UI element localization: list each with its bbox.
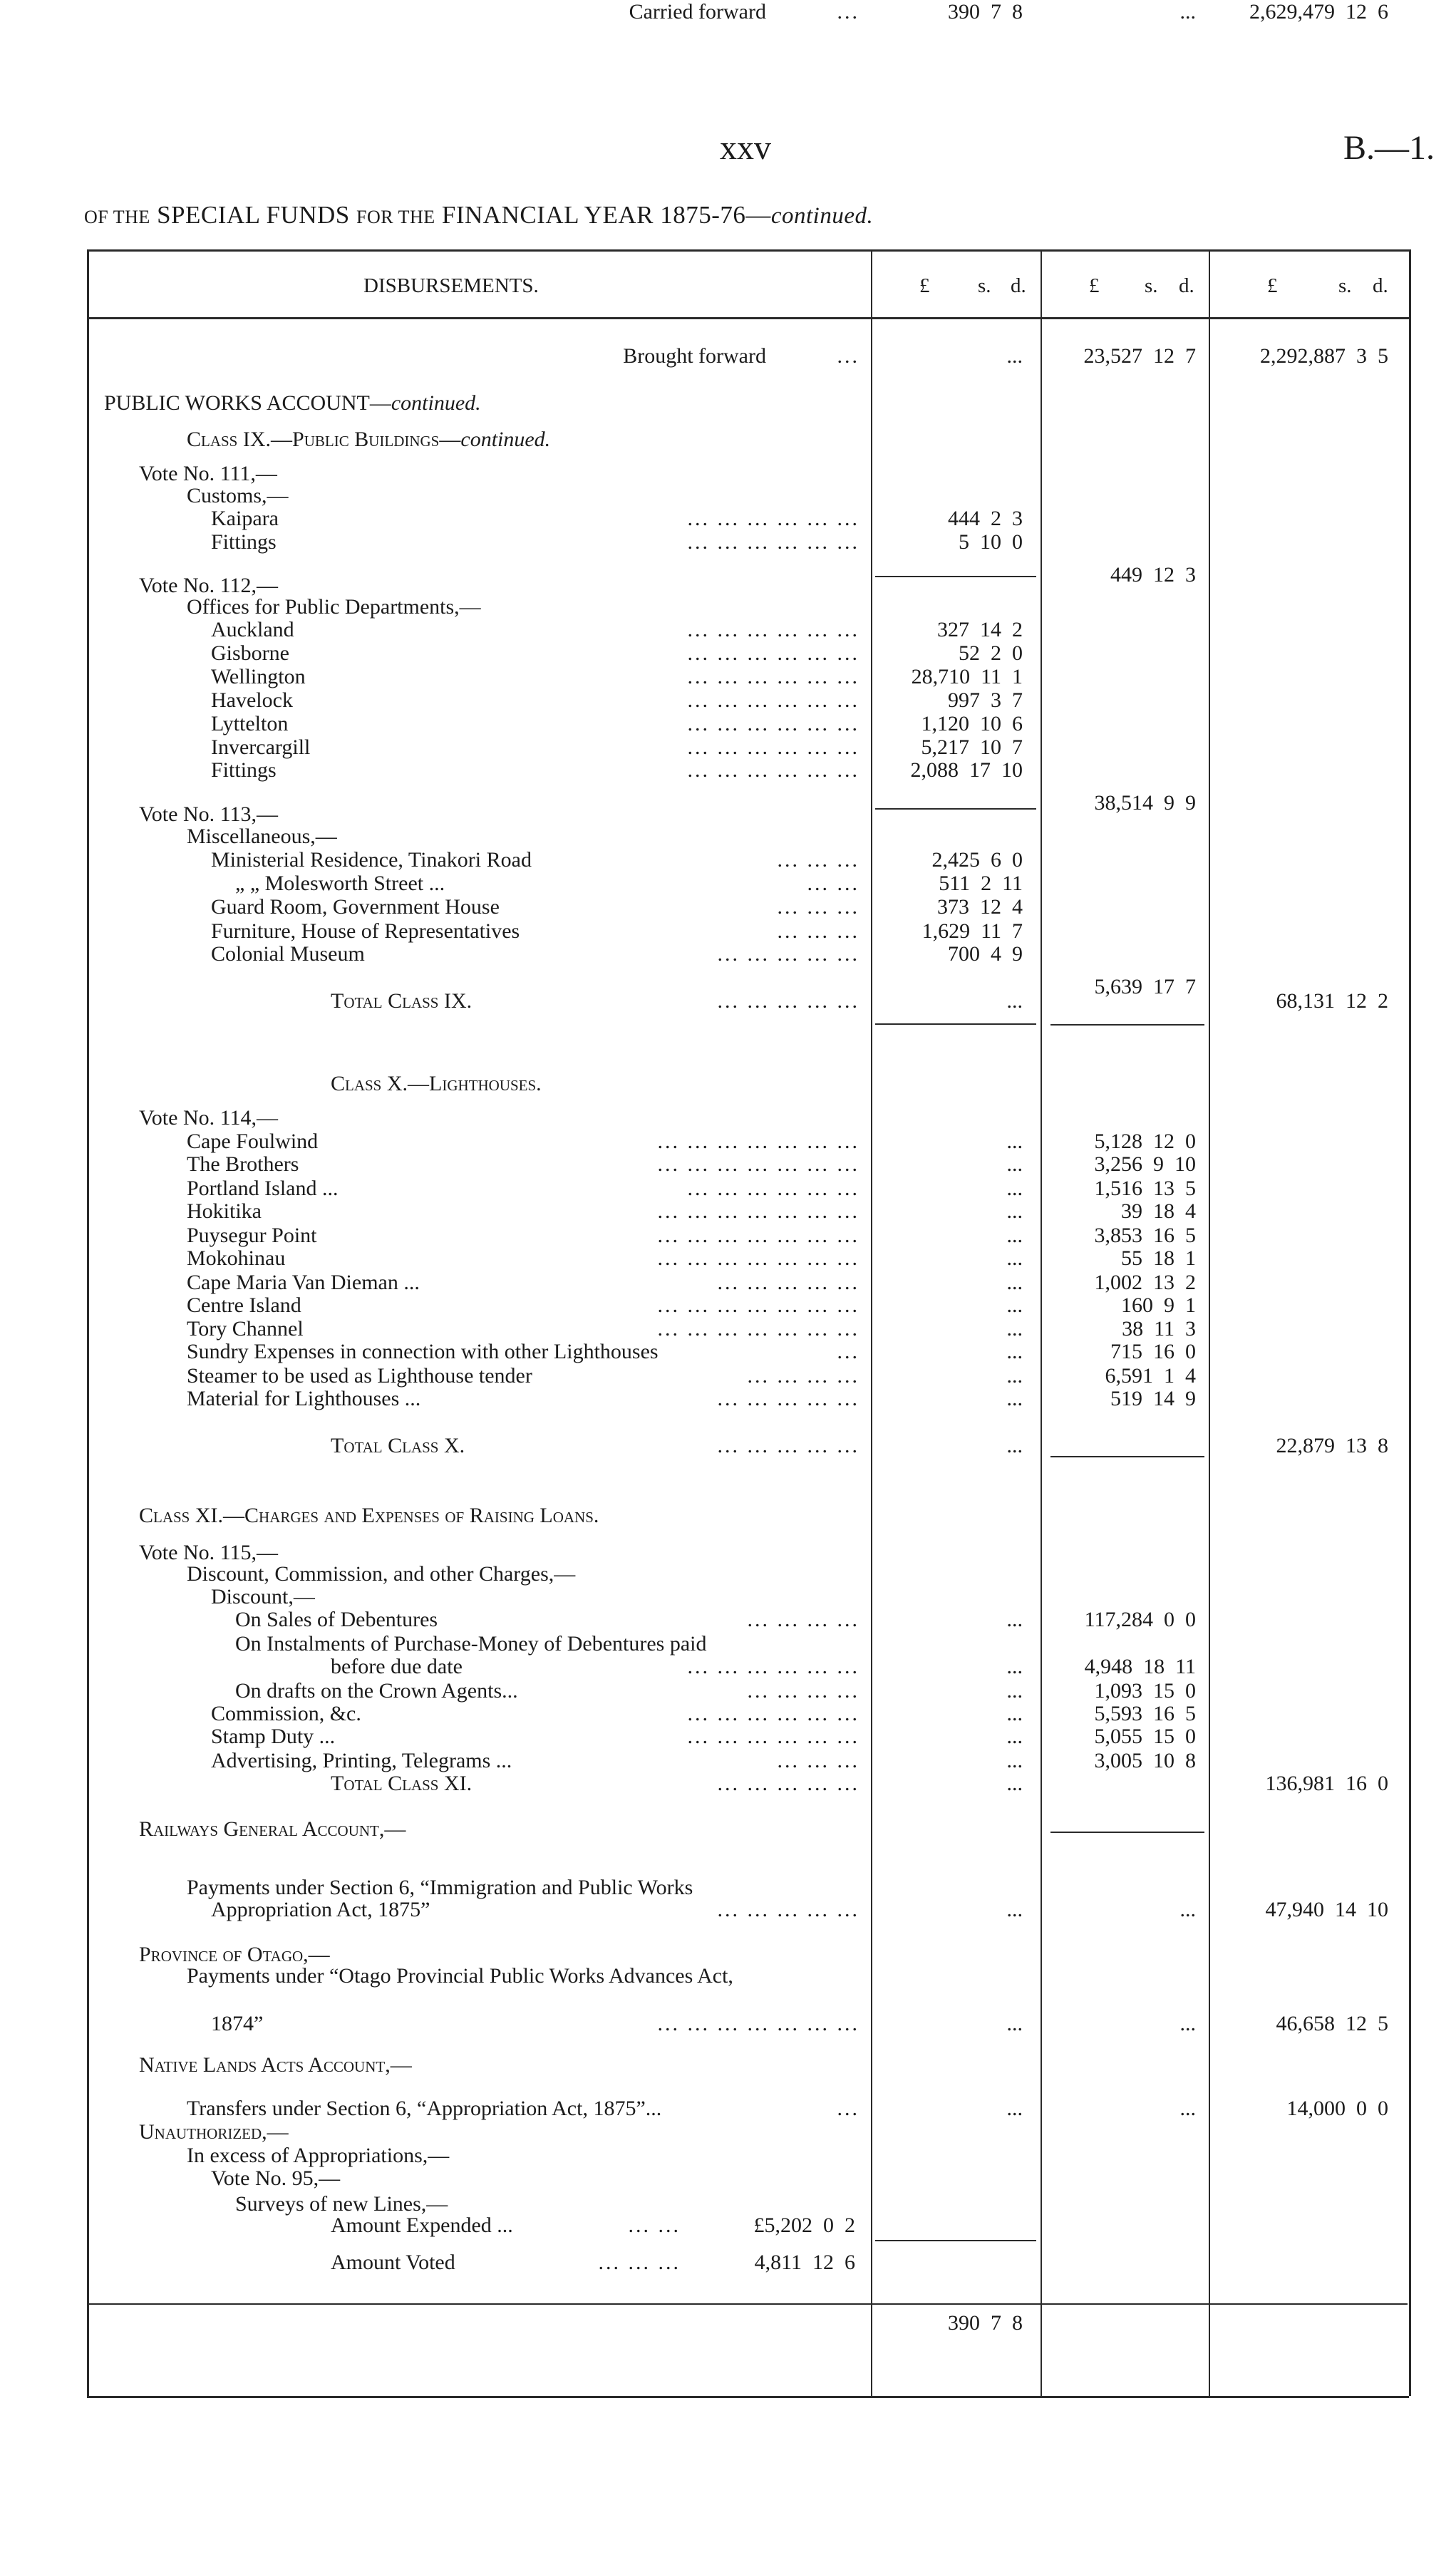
leader-dots: ... ... ... ... ... ... [687, 1702, 859, 1725]
line-label [211, 1898, 430, 1922]
line-label [211, 507, 279, 531]
line-label-text: Gisborne [211, 641, 289, 665]
line-label [139, 2120, 289, 2144]
line-label-text: Amount Expended ... [331, 2214, 513, 2237]
line-label [139, 2053, 412, 2077]
amount-col-3: 68,131 12 2 [1276, 989, 1388, 1013]
line-label-text: Total Class X. [331, 1434, 465, 1457]
line-label-text: In excess of Appropriations,— [187, 2144, 450, 2167]
leader-dots: ... ... ... ... ... ... [687, 735, 859, 759]
line-label [187, 1177, 338, 1201]
line-label-text: Appropriation Act, 1875” [211, 1898, 430, 1921]
line-label-text: Guard Room, Government House [211, 895, 500, 919]
amount-col-1: 390 7 8 [948, 0, 1023, 24]
leader-dots: ... ... ... ... ... ... [687, 1725, 859, 1748]
leader-dots: ... ... ... ... ... ... [687, 507, 859, 530]
line-label-text: „ „ Molesworth Street ... [235, 872, 445, 895]
line-label-text: Vote No. 112,— [139, 574, 278, 597]
line-label [187, 1317, 304, 1341]
line-label [331, 1655, 463, 1679]
line-label [331, 989, 472, 1013]
line-label-text: Surveys of new Lines,— [235, 2192, 448, 2216]
line-label-text: Advertising, Printing, Telegrams ... [211, 1749, 512, 1772]
document-reference: B.—1. [1343, 129, 1435, 167]
line-label [235, 2192, 448, 2216]
amount-col-1: 511 2 11 [939, 872, 1023, 895]
leader-dots: ... ... ... ... [747, 1364, 859, 1388]
line-label-text: Fittings [211, 530, 277, 554]
leader-dots: ... [837, 2097, 859, 2120]
line-label-text: Furniture, House of Representatives [211, 919, 520, 943]
leader-dots: ... ... ... ... ... ... [687, 688, 859, 712]
line-label [187, 1130, 318, 1154]
amount-col-2-subtotal: 449 12 3 [1110, 563, 1196, 587]
line-label-text: Colonial Museum [211, 942, 365, 966]
line-label-text: before due date [331, 1655, 463, 1678]
amount-col-1: ... [1006, 1271, 1023, 1294]
amount-col-2: 6,591 1 4 [1105, 1364, 1196, 1388]
line-label [211, 2012, 263, 2036]
line-label-text: Brought forward [623, 344, 766, 368]
title-for-the: FOR THE [356, 207, 435, 227]
leader-dots: ... ... ... ... ... ... [687, 1177, 859, 1200]
line-label-text: Vote No. 114,— [139, 1106, 278, 1130]
line-label-text: Stamp Duty ... [211, 1725, 336, 1748]
line-label-text: Sundry Expenses in connection with other Lighthouses [187, 1340, 659, 1363]
line-label [187, 1246, 285, 1271]
line-label [187, 1293, 301, 1318]
line-label [331, 2214, 513, 2238]
subtotal-rule [875, 808, 1036, 810]
line-label-text: Wellington [211, 665, 306, 688]
amount-col-1: 444 2 3 [948, 507, 1023, 530]
line-label-text: Vote No. 111,— [139, 462, 277, 485]
amount-col-1: ... [1006, 1679, 1023, 1703]
amount-col-2: 519 14 9 [1110, 1387, 1196, 1410]
line-label-text: Customs,— [187, 484, 289, 507]
leader-dots: ... ... ... ... ... [717, 1772, 859, 1795]
amount-col-2: 3,853 16 5 [1094, 1224, 1196, 1247]
line-label [235, 1608, 438, 1632]
header-disbursements: DISBURSEMENTS. [363, 274, 539, 297]
column-divider-3 [1209, 249, 1210, 2396]
column-divider-2 [1041, 249, 1042, 2396]
amount-col-1: 700 4 9 [948, 942, 1023, 966]
amount-col-2: 117,284 0 0 [1084, 1608, 1196, 1631]
line-label [187, 484, 289, 508]
line-label-text: Commission, &c. [211, 1702, 361, 1725]
line-label-text: Miscellaneous,— [187, 825, 337, 848]
amount-col-1: 1,629 11 7 [921, 919, 1023, 943]
line-label [211, 665, 306, 689]
leader-dots: ... ... ... ... ... ... ... [657, 1130, 859, 1153]
amount-col-1: ... [1006, 1293, 1023, 1317]
leader-dots: ... ... ... [777, 919, 859, 943]
leader-dots: ... [837, 1340, 859, 1363]
line-label [211, 735, 310, 760]
amount-col-1: ... [1006, 1387, 1023, 1410]
line-label [211, 618, 294, 642]
table-bottom-rule [87, 2396, 1409, 2398]
leader-dots: ... ... ... ... ... ... [687, 618, 859, 641]
line-label [187, 1364, 532, 1388]
line-label-text: The Brothers [187, 1152, 299, 1176]
amount-col-2: ... [1179, 1898, 1196, 1921]
title-prefix: OF THE [84, 207, 150, 227]
line-label-text: 1874” [211, 2012, 264, 2035]
amount-col-1: 997 3 7 [948, 688, 1023, 712]
amount-col-2: 160 9 1 [1121, 1293, 1196, 1317]
line-label-text: Tory Channel [187, 1317, 304, 1341]
line-label [187, 1876, 693, 1900]
line-label [331, 1434, 465, 1458]
line-label-text: Province of Otago,— [139, 1943, 330, 1966]
table-top-rule [87, 249, 1409, 252]
amount-col-1: ... [1006, 1434, 1023, 1457]
line-label-text: Fittings [211, 758, 277, 782]
line-label-text: Total Class IX. [331, 989, 473, 1013]
line-label [187, 1964, 733, 1988]
amount-col-1: 390 7 8 [948, 2311, 1023, 2335]
header-shilling-1: s. [978, 274, 991, 297]
leader-dots: ... ... ... ... ... [717, 1434, 859, 1457]
title-main: SPECIAL FUNDS [157, 201, 350, 229]
leader-dots: ... ... ... ... ... [717, 989, 859, 1013]
line-label [187, 1562, 575, 1586]
amount-col-2: ... [1179, 2097, 1196, 2120]
line-label-text: Ministerial Residence, Tinakori Road [211, 848, 532, 872]
line-label-text: Carried forward [629, 0, 766, 24]
header-pound-3: £ [1267, 274, 1278, 297]
line-label-text: Unauthorized,— [139, 2120, 289, 2144]
amount-col-1: 5 10 0 [959, 530, 1023, 554]
line-label [104, 391, 481, 415]
line-label-text: Offices for Public Departments,— [187, 595, 481, 619]
line-label [187, 595, 481, 619]
leader-dots: ... ... ... [598, 2251, 681, 2274]
line-label [211, 1749, 512, 1773]
amount-col-2: ... [1179, 2012, 1196, 2035]
line-label [187, 428, 550, 452]
line-label [211, 919, 520, 944]
line-label [139, 1106, 278, 1130]
inner-amount: £5,202 0 2 [753, 2214, 855, 2237]
line-label [211, 758, 277, 783]
line-label [187, 1340, 659, 1364]
title-continued: continued. [770, 203, 874, 229]
subtotal-rule [875, 576, 1036, 577]
amount-col-2: 3,256 9 10 [1094, 1152, 1196, 1176]
line-label [211, 712, 288, 736]
line-label [139, 1817, 406, 1842]
line-label-text: Class X.—Lighthouses. [331, 1072, 542, 1095]
leader-dots: ... [837, 0, 859, 24]
amount-col-1: ... [1006, 1130, 1023, 1153]
subtotal-rule [1050, 1832, 1204, 1833]
leader-dots: ... ... ... ... ... ... ... [657, 1246, 859, 1270]
line-label [211, 1725, 335, 1749]
leader-dots: ... ... [628, 2214, 681, 2237]
amount-col-3: 46,658 12 5 [1276, 2012, 1388, 2035]
amount-col-1: ... [1006, 1898, 1023, 1921]
line-label-text: Class IX.—Public Buildings— [187, 428, 461, 451]
amount-col-2: 39 18 4 [1121, 1199, 1196, 1223]
line-label-text: Steamer to be used as Lighthouse tender [187, 1364, 532, 1388]
line-label [187, 1387, 420, 1411]
leader-dots: ... ... ... ... [747, 1608, 859, 1631]
amount-col-3: 2,629,479 12 6 [1249, 0, 1388, 24]
leader-dots: ... ... ... ... ... ... [687, 712, 859, 735]
leader-dots: ... ... ... ... ... ... [687, 1655, 859, 1678]
line-label-text: Invercargill [211, 735, 311, 759]
header-shilling-2: s. [1145, 274, 1158, 297]
line-label-text: Puysegur Point [187, 1224, 317, 1247]
amount-col-1: 327 14 2 [937, 618, 1023, 641]
amount-col-2: 1,002 13 2 [1094, 1271, 1196, 1294]
line-label-text: Lyttelton [211, 712, 289, 735]
amount-col-2-subtotal: 5,639 17 7 [1094, 975, 1196, 998]
line-label-text: Amount Voted [331, 2251, 455, 2274]
header-pound-1: £ [919, 274, 930, 297]
amount-col-2: 4,948 18 11 [1084, 1655, 1196, 1678]
page-title [84, 201, 873, 229]
amount-col-2: ... [1179, 0, 1196, 24]
amount-col-1: ... [1006, 1725, 1023, 1748]
leader-dots: ... ... ... ... ... [717, 1387, 859, 1410]
line-label [211, 1585, 315, 1609]
line-label [139, 1541, 278, 1565]
line-label-text: Railways General Account,— [139, 1817, 406, 1841]
line-label [211, 2166, 340, 2191]
amount-col-2: 715 16 0 [1110, 1340, 1196, 1363]
line-label-text: PUBLIC WORKS ACCOUNT— [104, 391, 391, 415]
header-pound-2: £ [1089, 274, 1100, 297]
line-label [187, 825, 337, 849]
column-divider-1 [871, 249, 872, 2396]
line-label [187, 2144, 449, 2168]
amount-col-2: 1,093 15 0 [1094, 1679, 1196, 1703]
line-label-text: Auckland [211, 618, 294, 641]
line-label [629, 0, 766, 24]
leader-dots: ... ... ... [777, 1749, 859, 1772]
line-label-text: Total Class XI. [331, 1772, 473, 1795]
leader-dots: ... ... ... ... ... ... [687, 530, 859, 554]
amount-col-2: 3,005 10 8 [1094, 1749, 1196, 1772]
amount-col-1: ... [1006, 1608, 1023, 1631]
amount-col-1: ... [1006, 1655, 1023, 1678]
subtotal-rule [875, 2240, 1036, 2241]
header-pence-3: d. [1373, 274, 1388, 297]
amount-col-3: 2,292,887 3 5 [1260, 344, 1388, 368]
amount-col-1: 5,217 10 7 [921, 735, 1023, 759]
line-label-text: Vote No. 95,— [211, 2166, 341, 2190]
leader-dots: ... ... ... ... ... ... ... [657, 1293, 859, 1317]
amount-col-1: ... [1006, 1364, 1023, 1388]
line-label [187, 1152, 299, 1177]
amount-col-3: 136,981 16 0 [1265, 1772, 1388, 1795]
line-label [623, 344, 766, 368]
amount-col-2: 55 18 1 [1121, 1246, 1196, 1270]
amount-col-1: 2,425 6 0 [931, 848, 1023, 872]
amount-col-1: ... [1006, 1772, 1023, 1795]
line-label [235, 1679, 518, 1703]
line-label-text: Transfers under Section 6, “Appropriation Act, 1875”... [187, 2097, 662, 2120]
subtotal-rule [87, 2303, 1408, 2305]
amount-col-1: ... [1006, 1152, 1023, 1176]
amount-col-2: 5,055 15 0 [1094, 1725, 1196, 1748]
line-label [139, 1504, 599, 1528]
leader-dots: ... ... ... [777, 848, 859, 872]
header-bottom-rule [87, 317, 1409, 319]
line-label-text: Native Lands Acts Account,— [139, 2053, 412, 2077]
line-label [139, 574, 278, 598]
leader-dots: ... ... ... ... ... ... ... [657, 1317, 859, 1341]
line-label-text: Vote No. 113,— [139, 802, 278, 826]
subtotal-rule [1050, 1024, 1204, 1026]
line-label [211, 530, 277, 554]
leader-dots: ... ... ... ... ... ... [687, 641, 859, 665]
amount-col-2: 5,593 16 5 [1094, 1702, 1196, 1725]
line-label [139, 1943, 330, 1967]
amount-col-1: ... [1006, 1177, 1023, 1200]
subtotal-rule [875, 1023, 1036, 1025]
line-label [331, 1772, 472, 1796]
line-label-text: Centre Island [187, 1293, 301, 1317]
line-label-text: Payments under “Otago Provincial Public Works Advances Act, [187, 1964, 733, 1988]
amount-col-3: 22,879 13 8 [1276, 1434, 1388, 1457]
line-label [211, 942, 365, 966]
line-label-text: Class XI.—Charges and Expenses of Raising Loans. [139, 1504, 599, 1527]
amount-col-1: 2,088 17 10 [910, 758, 1023, 782]
line-label [211, 895, 500, 919]
leader-dots: ... ... ... [777, 895, 859, 919]
line-label-text: Discount,— [211, 1585, 315, 1608]
line-label-text: Payments under Section 6, “Immigration and Public Works [187, 1876, 693, 1899]
amount-col-1: 52 2 0 [959, 641, 1023, 665]
amount-col-1: ... [1006, 1224, 1023, 1247]
line-label-text: Cape Foulwind [187, 1130, 319, 1153]
line-label [331, 2251, 455, 2275]
header-shilling-3: s. [1338, 274, 1352, 297]
line-label-text: Portland Island ... [187, 1177, 339, 1200]
amount-col-1: 28,710 11 1 [911, 665, 1023, 688]
line-label-continued: continued. [460, 428, 551, 451]
line-label [211, 641, 289, 666]
line-label [211, 848, 532, 872]
line-label-text: On Instalments of Purchase-Money of Debentures paid [235, 1632, 707, 1656]
leader-dots: ... [837, 344, 859, 368]
amount-col-1: ... [1006, 1199, 1023, 1223]
line-label [139, 802, 278, 827]
line-label-text: Vote No. 115,— [139, 1541, 278, 1564]
amount-col-1: ... [1006, 2012, 1023, 2035]
leader-dots: ... ... ... ... ... [717, 1898, 859, 1921]
line-label [187, 1199, 262, 1224]
amount-col-1: 373 12 4 [937, 895, 1023, 919]
line-label-text: Material for Lighthouses ... [187, 1387, 421, 1410]
line-label [187, 1271, 420, 1295]
line-label [235, 872, 445, 896]
amount-col-1: ... [1006, 2097, 1023, 2120]
amount-col-2: 5,128 12 0 [1094, 1130, 1196, 1153]
leader-dots: ... ... ... ... ... ... [687, 758, 859, 782]
line-label-text: Mokohinau [187, 1246, 286, 1270]
line-label [211, 688, 293, 713]
amount-col-2: 23,527 12 7 [1083, 344, 1196, 368]
amount-col-1: ... [1006, 1749, 1023, 1772]
line-label-text: Kaipara [211, 507, 279, 530]
line-label-text: Havelock [211, 688, 293, 712]
amount-col-1: ... [1006, 1340, 1023, 1363]
amount-col-1: 1,120 10 6 [921, 712, 1023, 735]
line-label-text: On drafts on the Crown Agents... [235, 1679, 518, 1703]
leader-dots: ... ... ... ... ... ... ... [657, 1224, 859, 1247]
amount-col-1: ... [1006, 1317, 1023, 1341]
leader-dots: ... ... ... ... ... ... ... [657, 1152, 859, 1176]
line-label [187, 2097, 661, 2121]
amount-col-1: ... [1006, 989, 1023, 1013]
leader-dots: ... ... ... ... ... [717, 942, 859, 966]
line-label-text: On Sales of Debentures [235, 1608, 438, 1631]
title-year: FINANCIAL YEAR 1875-76— [441, 201, 771, 229]
line-label-text: Cape Maria Van Dieman ... [187, 1271, 420, 1294]
line-label [331, 1072, 542, 1096]
amount-col-3: 14,000 0 0 [1286, 2097, 1388, 2120]
leader-dots: ... ... [807, 872, 859, 895]
inner-amount: 4,811 12 6 [754, 2251, 855, 2274]
line-label-continued: continued. [391, 391, 481, 415]
leader-dots: ... ... ... ... ... ... ... [657, 1199, 859, 1223]
subtotal-rule [1050, 1456, 1204, 1457]
header-pence-2: d. [1179, 274, 1194, 297]
line-label-text: Hokitika [187, 1199, 262, 1223]
header-pence-1: d. [1011, 274, 1026, 297]
amount-col-1: ... [1006, 344, 1023, 368]
amount-col-1: ... [1006, 1246, 1023, 1270]
line-label [211, 1702, 361, 1726]
amount-col-2: 38 11 3 [1122, 1317, 1196, 1341]
page-number: xxv [720, 129, 771, 167]
line-label [139, 462, 277, 486]
amount-col-1: ... [1006, 1702, 1023, 1725]
amount-col-2: 1,516 13 5 [1094, 1177, 1196, 1200]
amount-col-2-subtotal: 38,514 9 9 [1094, 791, 1196, 815]
line-label [187, 1224, 317, 1248]
leader-dots: ... ... ... ... ... ... [687, 665, 859, 688]
leader-dots: ... ... ... ... [747, 1679, 859, 1703]
line-label [235, 1632, 707, 1656]
line-label-text: Discount, Commission, and other Charges,— [187, 1562, 576, 1586]
leader-dots: ... ... ... ... ... ... ... [657, 2012, 859, 2035]
amount-col-3: 47,940 14 10 [1265, 1898, 1388, 1921]
leader-dots: ... ... ... ... ... [717, 1271, 859, 1294]
